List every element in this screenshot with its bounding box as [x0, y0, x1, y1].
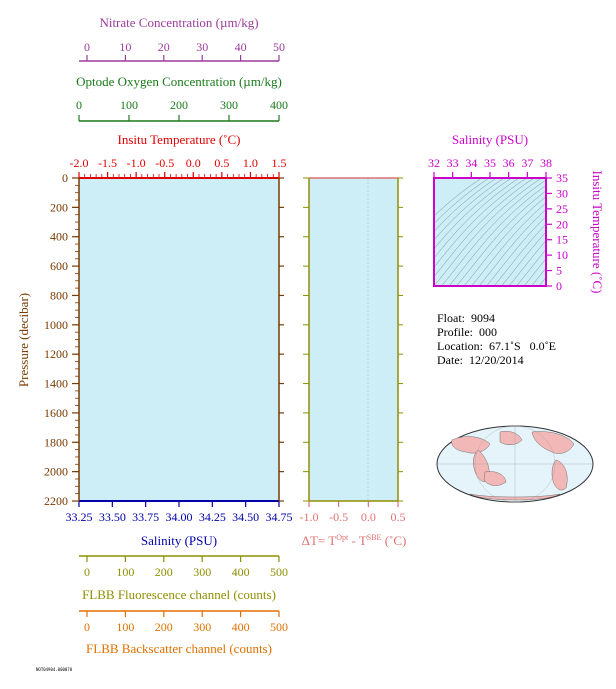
oxygen-axis-tick-label: 100	[120, 98, 138, 112]
fluorescence-axis-tick-label: 0	[84, 565, 90, 579]
temperature-axis-tick-label: -2.0	[69, 156, 89, 170]
backscatter-axis-tick-label: 300	[193, 620, 212, 634]
backscatter-axis-tick-label: 0	[84, 620, 90, 634]
fluorescence-axis-tick-label: 200	[154, 565, 173, 579]
pressure-tick-label: 800	[50, 288, 68, 303]
ts-density-contour	[562, 170, 616, 286]
pressure-tick-label: 1600	[44, 405, 68, 420]
oxygen-axis-tick-label: 0	[76, 98, 82, 112]
temperature-axis-tick-label: -1.5	[98, 156, 118, 170]
pressure-tick-label: 1400	[44, 376, 68, 391]
fluorescence-axis	[79, 556, 279, 602]
salinity-axis-tick-label: 34.50	[232, 510, 260, 524]
temperature-axis-tick-label: -0.5	[155, 156, 175, 170]
nitrate-axis-tick-label: 0	[84, 40, 90, 54]
pressure-tick-label: 1800	[44, 435, 68, 450]
oxygen-axis-tick-label: 300	[220, 98, 238, 112]
ts-x-axis-tick-label: 34	[465, 156, 478, 170]
ts-x-axis-tick-label: 36	[502, 156, 515, 170]
ts-y-tick-label: 15	[556, 232, 568, 247]
nitrate-axis-tick-label: 50	[273, 40, 285, 54]
nitrate-axis-tick-label: 20	[157, 40, 170, 54]
nitrate-axis-tick-label: 30	[196, 40, 209, 54]
ts-y-tick-label: 10	[556, 248, 568, 263]
location: Location: 67.1˚S 0.0˚E	[437, 339, 556, 353]
footer-id: NOT04904.000070	[36, 667, 73, 672]
temperature-axis-tick-label: -1.0	[126, 156, 146, 170]
pressure-tick-label: 1000	[44, 317, 68, 332]
backscatter-axis-tick-label: 400	[231, 620, 250, 634]
ts-x-axis-tick-label: 32	[428, 156, 440, 170]
ts-y-tick-label: 0	[556, 279, 562, 293]
salinity-axis-tick-label: 33.75	[132, 510, 160, 524]
fluorescence-axis-tick-label: 500	[270, 565, 288, 579]
pressure-tick-label: 0	[62, 171, 68, 185]
pressure-tick-label: 1200	[44, 347, 68, 362]
delta-t-plot-area	[309, 178, 398, 501]
fluorescence-axis-tick-label: 400	[231, 565, 250, 579]
delta-t-axis-tick-label: -1.0	[299, 510, 319, 524]
temperature-axis-tick-label: 1.0	[242, 156, 258, 170]
delta-t-axis-label: $\Delta T= T^{Opt} - T^{SBE}$ (˚C)	[301, 533, 407, 548]
salinity-axis-tick-label: 34.00	[165, 510, 193, 524]
ts-y-axis-label: Insitu Temperature (˚C)	[590, 170, 605, 294]
nitrate-axis-tick-label: 40	[234, 40, 247, 54]
backscatter-axis-label: FLBB Backscatter channel (counts)	[86, 641, 272, 656]
backscatter-axis-tick-label: 500	[270, 620, 288, 634]
delta-t-axis-tick-label: 0.5	[390, 510, 406, 524]
ts-x-axis-tick-label: 37	[521, 156, 534, 170]
ts-y-tick-label: 35	[556, 171, 568, 185]
fluorescence-axis-label: FLBB Fluorescence channel (counts)	[82, 587, 276, 602]
ts-x-axis-tick-label: 35	[484, 156, 496, 170]
temperature-axis-tick-label: 1.5	[271, 156, 287, 170]
temperature-axis-tick-label: 0.0	[185, 156, 201, 170]
ts-y-tick-label: 20	[556, 217, 568, 232]
ts-title: Salinity (PSU)	[451, 132, 529, 147]
pressure-tick-label: 600	[50, 259, 68, 274]
globe-map	[437, 426, 593, 502]
oxygen-axis-label: Optode Oxygen Concentration (µm/kg)	[76, 74, 282, 89]
backscatter-axis-tick-label: 200	[154, 620, 173, 634]
pressure-axis-label: Pressure (decibar)	[16, 292, 31, 388]
salinity-axis-tick-label: 34.75	[265, 510, 293, 524]
fluorescence-axis-tick-label: 100	[116, 565, 135, 579]
pressure-tick-label: 2200	[44, 494, 68, 508]
ts-plot-area	[434, 178, 546, 286]
nitrate-axis-label: Nitrate Concentration (µm/kg)	[99, 15, 259, 30]
salinity-axis-tick-label: 34.25	[198, 510, 226, 524]
temperature-axis-label: Insitu Temperature (˚C)	[117, 132, 241, 147]
nitrate-axis	[79, 15, 285, 61]
ts-y-tick-label: 25	[556, 201, 568, 216]
salinity-axis-tick-label: 33.25	[65, 510, 93, 524]
salinity-axis-label: Salinity (PSU)	[140, 533, 218, 548]
delta-t-axis-tick-label: 0.0	[360, 510, 376, 524]
temperature-axis-tick-label: 0.5	[214, 156, 230, 170]
ts-y-tick-label: 30	[556, 186, 568, 201]
backscatter-axis-tick-label: 100	[116, 620, 135, 634]
oxygen-axis	[76, 74, 288, 121]
oxygen-axis-tick-label: 200	[170, 98, 188, 112]
fluorescence-axis-tick-label: 300	[193, 565, 212, 579]
pressure-tick-label: 200	[50, 200, 68, 215]
oxygen-axis-tick-label: 400	[270, 98, 288, 112]
float-id: Float: 9094	[437, 311, 496, 325]
ts-x-axis-tick-label: 33	[446, 156, 459, 170]
pressure-tick-label: 2000	[44, 464, 68, 479]
salinity-axis-tick-label: 33.50	[98, 510, 126, 524]
profile-number: Profile: 000	[437, 325, 497, 339]
ts-x-axis-tick-label: 38	[540, 156, 552, 170]
nitrate-axis-tick-label: 10	[119, 40, 132, 54]
pressure-tick-label: 400	[50, 229, 68, 244]
date: Date: 12/20/2014	[437, 353, 524, 367]
main-plot-area	[79, 178, 279, 501]
ts-y-tick-label: 5	[556, 263, 562, 278]
delta-t-axis-tick-label: -0.5	[329, 510, 349, 524]
float-info	[437, 311, 556, 367]
